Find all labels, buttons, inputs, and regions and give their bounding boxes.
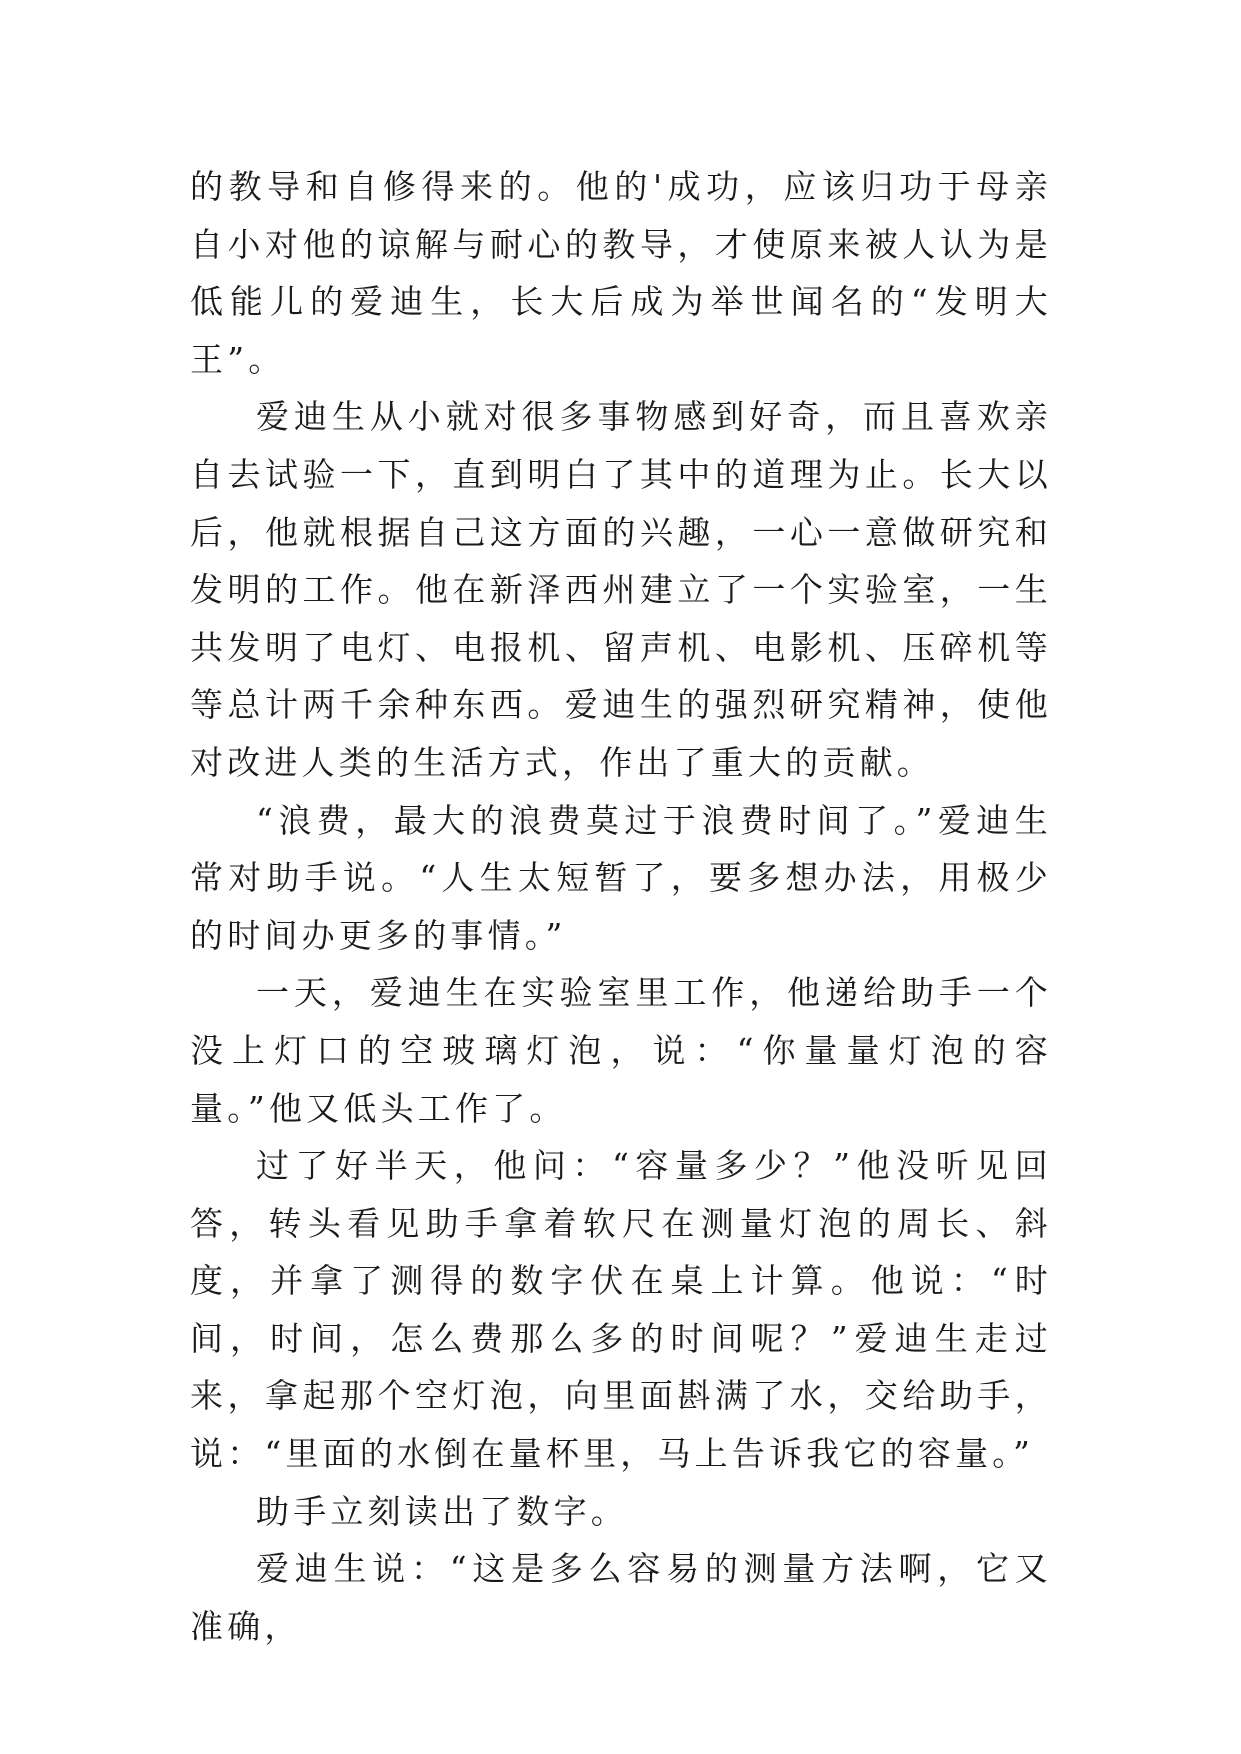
paragraph: 助手立刻读出了数字。 bbox=[256, 1491, 628, 1531]
paragraph: “浪费，最大的浪费莫过于浪费时间了。”爱迪生常对助手说。“人生太短暂了，要多想办法，用极少的时间办更多的事情。” bbox=[190, 800, 1052, 955]
paragraph: 爱迪生从小就对很多事物感到好奇，而且喜欢亲自去试验一下，直到明白了其中的道理为止。长大以后，他就根据自己这方面的兴趣，一心一意做研究和发明的工作。他在新泽西州建立了一个实验室，一生共发明了电灯、电报机、留声机、电影机、压碎机等等总计两千余种东西。爱迪生的强烈研究精神，使他对改进人类的生活方式，作出了重大的贡献。 bbox=[190, 397, 1052, 782]
paragraph: 一天，爱迪生在实验室里工作，他递给助手一个没上灯口的空玻璃灯泡，说：“你量量灯泡的容量。”他又低头工作了。 bbox=[190, 973, 1052, 1128]
body-text bbox=[190, 158, 1052, 1655]
paragraph: 过了好半天，他问：“容量多少？”他没听见回答，转头看见助手拿着软尺在测量灯泡的周长、斜度，并拿了测得的数字伏在桌上计算。他说：“时间，时间，怎么费那么多的时间呢？”爱迪生走过来，拿起那个空灯泡，向里面斟满了水，交给助手，说：“里面的水倒在量杯里，马上告诉我它的容量。” bbox=[190, 1146, 1052, 1474]
paragraph-continued: 的教导和自修得来的。他的'成功，应该归功于母亲自小对他的谅解与耐心的教导，才使原来被人认为是低能儿的爱迪生，长大后成为举世闻名的“发明大王”。 bbox=[190, 167, 1052, 379]
paragraph: 爱迪生说：“这是多么容易的测量方法啊，它又准确， bbox=[190, 1549, 1052, 1646]
